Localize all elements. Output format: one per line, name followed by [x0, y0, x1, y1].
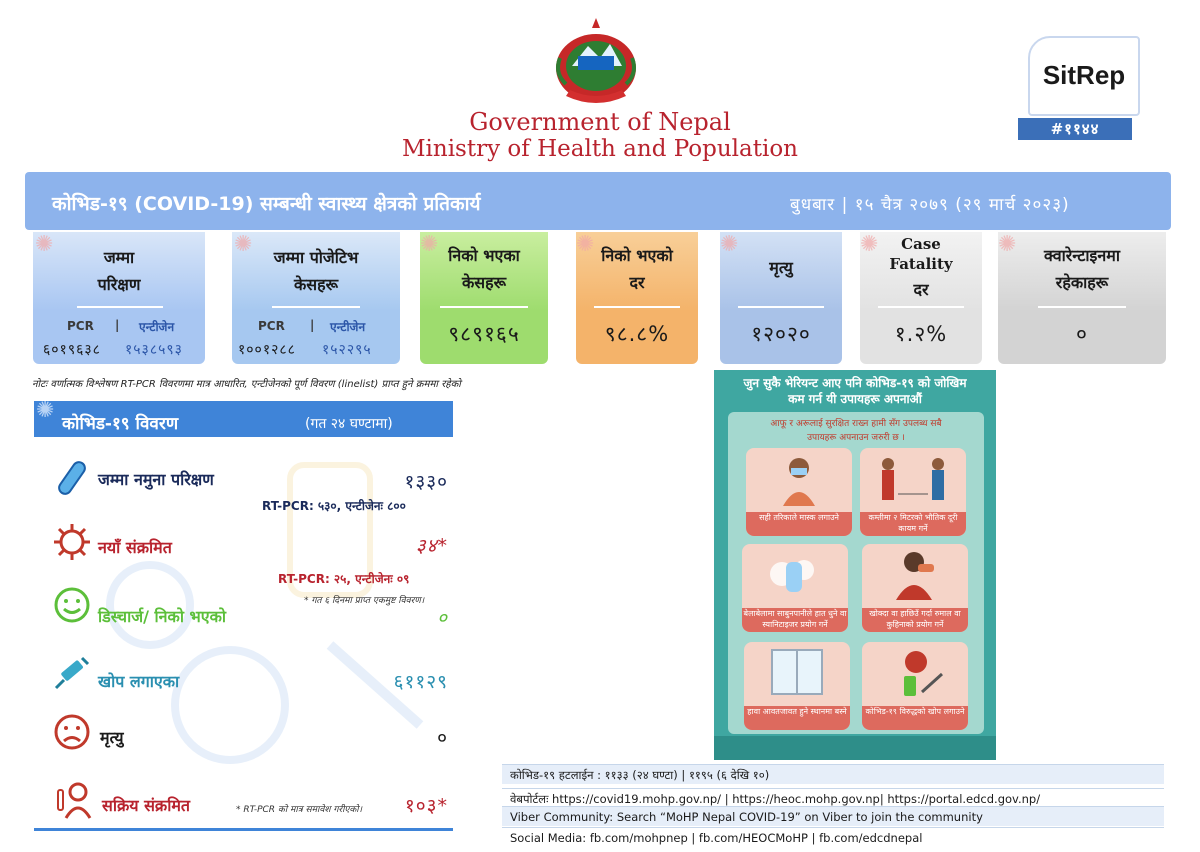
tests-value: १३३० [404, 471, 448, 493]
card-title: जम्मा पोजेटिभ [273, 248, 359, 267]
nepal-emblem-logo [548, 18, 644, 108]
virus-icon: ✺ [860, 232, 879, 257]
distance-icon [874, 454, 952, 504]
government-title: Government of Nepal [469, 108, 731, 136]
virus-icon: ✺ [998, 232, 1017, 257]
divider [594, 306, 680, 308]
card-title: केसहरू [461, 273, 507, 292]
card-title: निको भएका [448, 246, 520, 265]
divider [440, 306, 528, 308]
antigen-label: एन्टीजेन [330, 320, 366, 334]
sitrep-label: SitRep [1042, 60, 1126, 90]
new-cases-breakdown: RT-PCR: २५, एन्टीजेनः ०९ [278, 572, 410, 586]
deaths-value: ० [437, 727, 448, 749]
separator: | [115, 318, 120, 332]
card-title: मृत्यु [769, 258, 793, 277]
deaths-label: मृत्यु [100, 728, 124, 747]
virus-icon [52, 522, 92, 562]
active-note: * RT-PCR को मात्र समावेश गरीएको। [236, 805, 363, 815]
tile-cough [862, 544, 968, 632]
new-cases-value: ३४* [415, 535, 448, 557]
social-media-info: Social Media: fb.com/mohpnep | fb.com/HEOCMoHP | fb.com/edcdnepal [502, 827, 1164, 847]
vaccinated-label: खोप लगाएका [98, 672, 180, 691]
tile-caption: कम्तीमा २ मिटरको भौतिक दूरी कायम गर्ने [860, 512, 966, 536]
tile-vaccine [862, 642, 968, 730]
card-total-tests [33, 232, 205, 364]
tile-handwash [742, 544, 848, 632]
pcr-value: १००१२८८ [238, 342, 296, 358]
card-title: केसहरू [293, 275, 339, 294]
card-title: निको भएको [601, 246, 673, 265]
tile-mask [746, 448, 852, 536]
virus-icon: ✺ [720, 232, 739, 257]
card-title: जम्मा [103, 248, 135, 267]
web-portal-info: वेबपोर्टलः https://covid19.mohp.gov.np/ | https://heoc.mohp.gov.np| https://portal.edcd.gov.np/ [502, 788, 1164, 808]
sitrep-number: #११४४ [1018, 118, 1132, 140]
poster-heading: जुन सुकै भेरियन्ट आए पनि कोभिड-१९ को जोखिम [743, 376, 967, 390]
card-title: Fatality [889, 255, 953, 273]
sad-face-icon [52, 712, 92, 752]
quarantine-value: ० [1076, 322, 1088, 346]
separator: | [310, 318, 315, 332]
active-value: १०३* [404, 795, 448, 817]
tile-caption: कोभिड-१९ विरुद्धको खोप लगाउने [862, 706, 968, 730]
divider [738, 306, 824, 308]
recovered-value: ९८९१६५ [448, 322, 520, 346]
active-label: सक्रिय संक्रमित [102, 796, 191, 815]
tile-caption: बेलाबेलामा साबुनपानीले हात धुने वा स्यानिटाइजर प्रयोग गर्ने [742, 608, 848, 632]
footnote: नोटः वर्णात्मक विश्लेषण RT-PCR विवरणमा मात्र आधारित, एन्टीजेनको पूर्ण विवरण (linelist) प्राप्त हुने क्रममा रहेको [32, 379, 461, 390]
deaths-value: १२०२० [751, 322, 811, 346]
card-recovery-rate [576, 232, 698, 364]
vaccine-icon [886, 646, 946, 698]
antigen-value: १५३८५९३ [125, 342, 183, 358]
card-deaths [720, 232, 842, 364]
vaccinated-value: ६११२९ [393, 671, 448, 693]
virus-icon: ✺ [35, 232, 54, 257]
new-cases-label: नयाँ संक्रमित [98, 538, 172, 557]
card-recovered [420, 232, 548, 364]
discharge-label: डिस्चार्ज/ निको भएको [98, 607, 227, 626]
tile-caption: हावा आवतजावत हुने स्थानमा बस्ने [744, 706, 850, 730]
card-title: दर [913, 280, 929, 299]
pcr-label: PCR [67, 319, 94, 333]
poster-footer [714, 736, 996, 760]
tests-breakdown: RT-PCR: ५३०, एन्टीजेनः ८०० [262, 499, 406, 513]
cfr-value: १.२% [894, 322, 948, 346]
antigen-label: एन्टीजेन [139, 320, 175, 334]
card-total-positive [232, 232, 400, 364]
card-title: रहेकाहरू [1055, 273, 1109, 292]
card-title: परिक्षण [97, 275, 141, 294]
new-cases-note: * गत ६ दिनमा प्राप्त एकमुष्ट विवरण। [304, 596, 425, 606]
divider [878, 306, 964, 308]
tests-label: जम्मा नमुना परिक्षण [98, 470, 214, 489]
smile-icon [52, 585, 92, 625]
tile-caption: खोक्दा वा हाछिउँ गर्दा रुमाल वा कुहिनाको प्रयोग गर्ने [862, 608, 968, 632]
viber-info: Viber Community: Search “MoHP Nepal COVID-19” on Viber to join the community [502, 806, 1164, 826]
poster-heading: कम गर्न यी उपायहरू अपनाऔं [788, 392, 922, 406]
poster-intro: आफू र अरूलाई सुरक्षित राख्न हामी सँग उपलब्ध सबै [770, 419, 942, 429]
sick-person-icon [54, 780, 94, 820]
handwash-icon [760, 548, 830, 600]
discharge-value: ० [437, 607, 448, 629]
tile-caption: सही तरिकाले मास्क लगाउने [746, 512, 852, 536]
banner-title: कोभिड-१९ (COVID-19) सम्बन्धी स्वास्थ्य क्षेत्रको प्रतिकार्य [52, 193, 481, 215]
panel-title: कोभिड-१९ विवरण [62, 414, 179, 434]
virus-icon: ✺ [420, 232, 439, 257]
pcr-label: PCR [258, 319, 285, 333]
divider [272, 306, 360, 308]
cough-icon [892, 548, 938, 600]
test-tube-icon [52, 458, 92, 498]
card-case-fatality [860, 232, 982, 364]
pcr-value: ६०१९६३८ [43, 342, 101, 358]
recovery-rate-value: ९८.८% [604, 322, 670, 346]
panel-bottom-rule [34, 828, 453, 831]
divider [77, 306, 163, 308]
virus-icon: ✺ [36, 398, 55, 423]
syringe-icon [52, 652, 92, 692]
virus-icon: ✺ [234, 232, 253, 257]
card-title: दर [629, 273, 645, 292]
card-title: Case [901, 235, 941, 253]
panel-subtitle: (गत २४ घण्टामा) [305, 416, 393, 432]
antigen-value: १५२२९५ [322, 342, 372, 358]
card-title: क्वारेन्टाइनमा [1044, 246, 1120, 265]
tile-ventilation [744, 642, 850, 730]
report-date: बुधबार | १५ चैत्र २०७९ (२९ मार्च २०२३) [790, 195, 1070, 215]
tile-distance [860, 448, 966, 536]
poster-intro: उपायहरू अपनाउन जरुरी छ । [807, 433, 905, 443]
card-quarantine [998, 232, 1166, 364]
divider [1038, 306, 1126, 308]
hotline-info: कोभिड-१९ हटलाईन : ११३३ (२४ घण्टा) | ११९५ (६ देखि १०) [502, 764, 1164, 784]
ministry-title: Ministry of Health and Population [401, 136, 798, 162]
virus-icon: ✺ [576, 232, 595, 257]
window-icon [766, 646, 828, 698]
mask-person-icon [779, 454, 819, 506]
